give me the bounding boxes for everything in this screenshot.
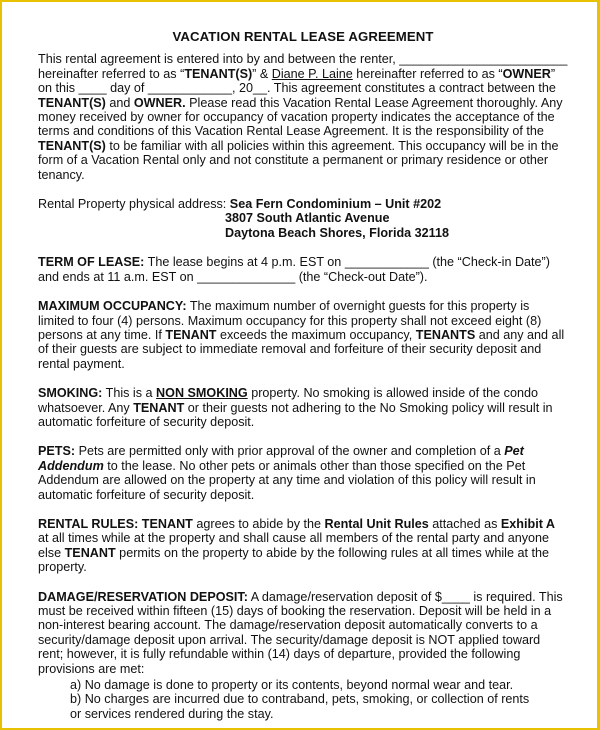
smoking-heading: SMOKING:: [38, 386, 103, 401]
term-of-lease-section: TERM OF LEASE: The lease begins at 4 p.m. EST on ____________ (the “Check-in Date”) and ends at 11 a.m. EST on ______________ (the “Check-out Date”).: [38, 255, 550, 284]
rules-heading: RENTAL RULES:: [38, 516, 139, 531]
owner-name: Diane P. Laine: [271, 66, 353, 81]
pets-heading: PETS:: [38, 444, 76, 459]
list-item: b) No charges are incurred due to contraband, pets, smoking, or collection of rents: [70, 692, 530, 707]
address-line-3: Daytona Beach Shores, Florida 32118: [225, 225, 449, 240]
list-item: a) No damage is done to property or its contents, beyond normal wear and tear.: [70, 678, 514, 693]
occupancy-heading: MAXIMUM OCCUPANCY:: [38, 299, 187, 314]
property-address: [38, 197, 568, 240]
maximum-occupancy-section: MAXIMUM OCCUPANCY: The maximum number of overnight guests for this property is limited to four (4) persons. Maximum occupancy for this property shall not exceed eight (8) persons at any time. If TENANT exceeds the maximum occupancy, TENANTS and any and all of their guests are subject to immediate removal and forfeiture of their security deposit and rental payment.: [38, 299, 565, 371]
document-title: VACATION RENTAL LEASE AGREEMENT: [172, 29, 434, 44]
deposit-heading: DAMAGE/RESERVATION DEPOSIT:: [38, 589, 248, 604]
list-item: or services rendered during the stay.: [70, 706, 274, 721]
deposit-section: DAMAGE/RESERVATION DEPOSIT: A damage/reservation deposit of $____ is required. This must be received within fifteen (15) days of booking the reservation. Deposit will be held in a non-interest bearing account. The damage/reservation deposit automatically converts to a security/damage deposit upon arrival. The security/damage deposit is NOT applied toward rent; however, it is fully refundable within (14) days of departure, provided the following provisions are met:: [38, 589, 563, 676]
address-label: Rental Property physical address:: [38, 197, 230, 212]
address-line-2: 3807 South Atlantic Avenue: [225, 211, 390, 226]
pets-section: PETS: Pets are permitted only with prior approval of the owner and completion of a Pet Addendum to the lease. No other pets or animals other than those specified on the Pet Addendum are allowed on the property at any time and violation of this policy will result in automatic forfeiture of security deposit.: [38, 444, 536, 502]
term-heading: TERM OF LEASE:: [38, 255, 145, 270]
deposit-provisions-list: [70, 678, 568, 721]
smoking-section: SMOKING: This is a NON SMOKING property. No smoking is allowed inside of the condo whatsoever. Any TENANT or their guests not adhering to the No Smoking policy will result in automatic forfeiture of security deposit.: [38, 386, 553, 429]
intro-paragraph: This rental agreement is entered into by and between the renter, ________________________ hereinafter referred to as “TENANT(S)” & Diane P. Laine hereinafter referred to as “OWNER” on this ____ day of ____________, 20__. This agreement constitutes a contract between the TENANT(S) and OWNER. Please read this Vacation Rental Lease Agreement thoroughly. Any money received by owner for occupancy of vacation property indicates the acceptance of the terms and conditions of this Vacation Rental Lease Agreement. It is the responsibility of the TENANT(S) to be familiar with all policies within this agreement. This occupancy will be in the form of a Vacation Rental only and not constitute a permanent or primary residence or other tenancy.: [38, 52, 568, 182]
address-line-1: Sea Fern Condominium – Unit #202: [229, 197, 442, 212]
document-body: [38, 30, 568, 721]
document-page: [2, 2, 597, 728]
rental-rules-section: RENTAL RULES: TENANT agrees to abide by the Rental Unit Rules attached as Exhibit A at all times while at the property and shall cause all members of the rental party and anyone else TENANT permits on the property to abide by the following rules at all times while at the property.: [38, 516, 556, 575]
